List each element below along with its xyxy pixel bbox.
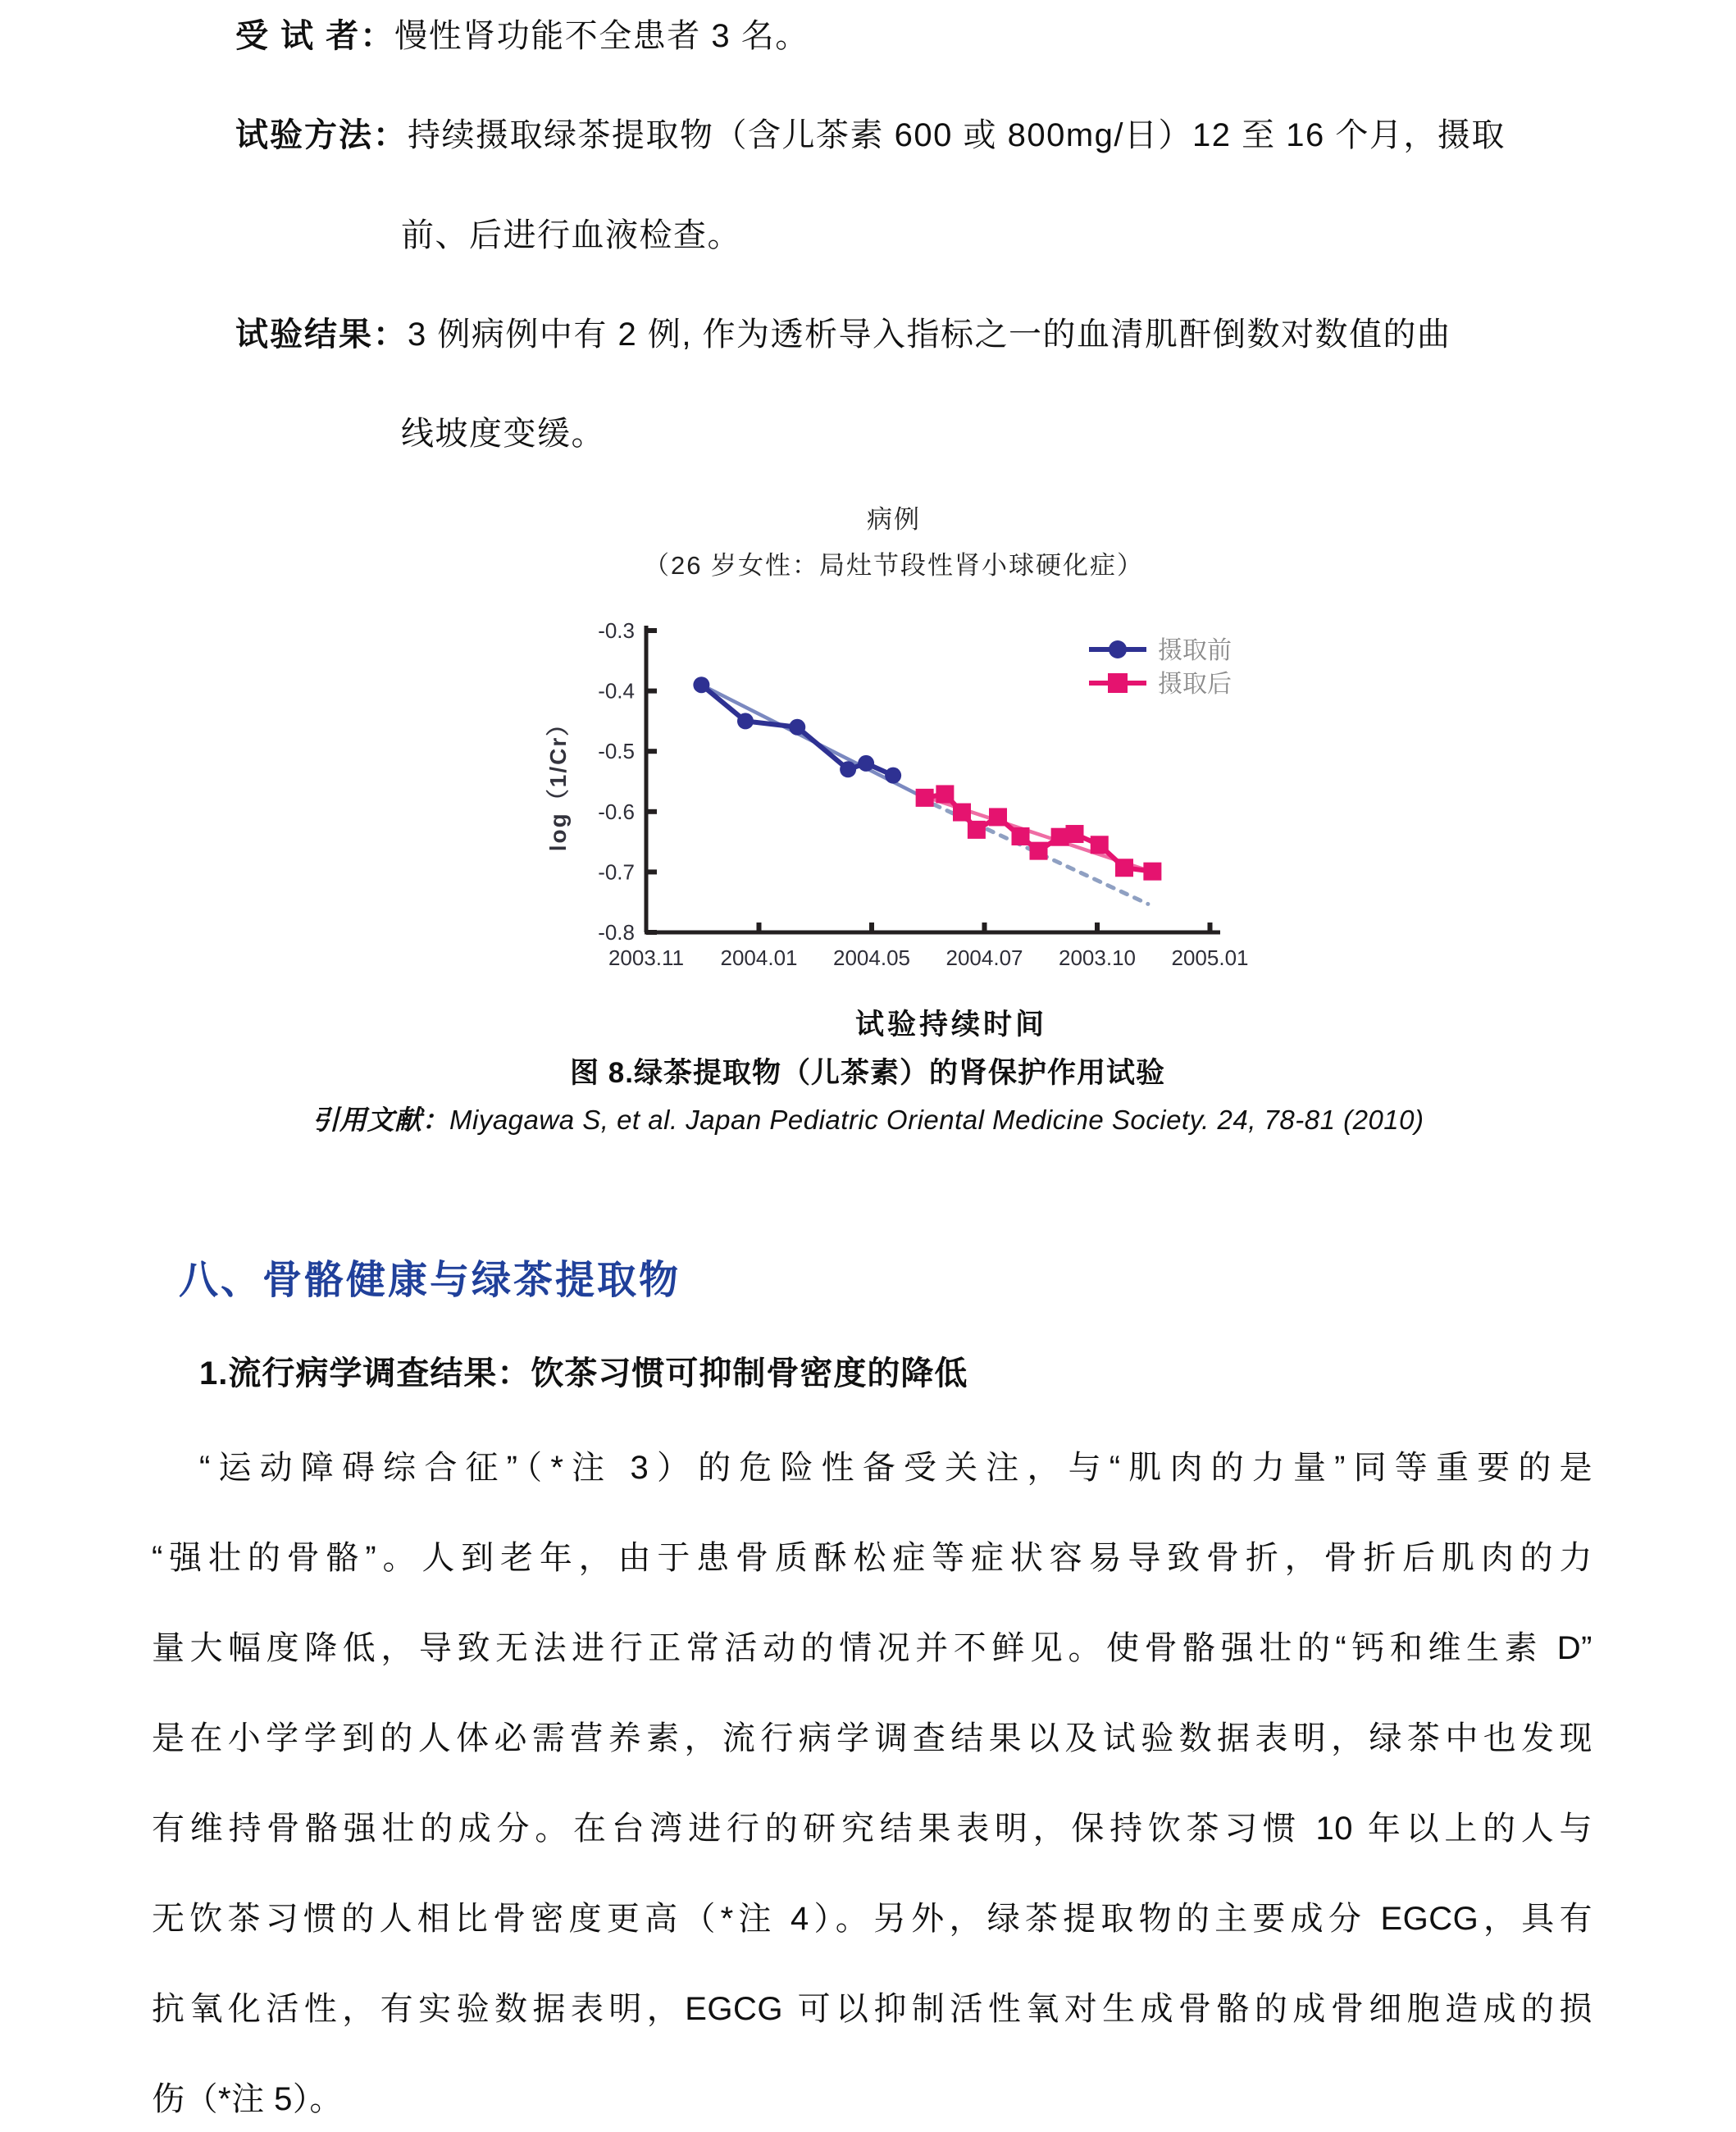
data-point-square: [936, 785, 954, 803]
y-tick-label: -0.3: [598, 618, 635, 643]
sub-heading: 1.流行病学调查结果：饮茶习惯可抑制骨密度的降低: [199, 1355, 968, 1392]
legend-marker-square: [1108, 673, 1128, 693]
paragraph-line: 伤（*注 5）。: [152, 2081, 343, 2117]
data-point-square: [1030, 842, 1048, 860]
data-point-square: [953, 804, 971, 822]
data-point-square: [1066, 825, 1084, 843]
data-point-square: [1012, 827, 1030, 845]
trial-result-line2: [401, 414, 605, 453]
paragraph-line: 有维持骨骼强壮的成分。在台湾进行的研究结果表明，保持饮茶习惯 10 年以上的人与: [152, 1811, 1592, 1847]
figure-caption: 图 8.绿茶提取物（儿茶素）的肾保护作用试验: [570, 1057, 1165, 1089]
legend-label: 摄取前: [1158, 637, 1232, 664]
data-point-square: [1091, 836, 1109, 854]
paragraph-line: “强壮的骨骼”。人到老年，由于患骨质酥松症等症状容易导致骨折，骨折后肌肉的力: [152, 1540, 1592, 1576]
trial-result-line1: [235, 315, 1451, 354]
citation-text: Miyagawa S, et al. Japan Pediatric Oriental Medicine Society. 24, 78-81 (2010): [449, 1105, 1424, 1135]
trial-result-text2: 线坡度变缓。: [401, 416, 605, 452]
figure-citation: [0, 1099, 1736, 1137]
trial-subject-line: [235, 16, 809, 56]
legend-label: 摄取后: [1158, 671, 1232, 698]
trial-method-line1: [235, 116, 1506, 155]
y-tick-label: -0.6: [598, 799, 635, 824]
y-tick-label: -0.4: [598, 678, 635, 704]
x-tick-label: 2003.10: [1059, 945, 1136, 970]
y-tick-label: -0.8: [598, 920, 635, 945]
x-tick-label: 2003.11: [608, 945, 685, 970]
paragraph-line: 是在小学学到的人体必需营养素，流行病学调查结果以及试验数据表明，绿茶中也发现: [152, 1720, 1592, 1756]
paragraph-line: “运动障碍综合征”（*注 3）的危险性备受关注，与“肌肉的力量”同等重要的是: [199, 1450, 1592, 1486]
y-axis-label: log（1/Cr）: [545, 711, 571, 852]
data-point-circle: [840, 761, 856, 777]
x-tick-label: 2004.07: [945, 945, 1023, 970]
citation-label: 引用文献：: [312, 1105, 449, 1135]
trial-method-label: 试验方法：: [235, 117, 408, 153]
data-point-square: [1143, 863, 1161, 881]
trial-method-line2: [401, 216, 741, 255]
paragraph-line: 抗氧化活性，有实验数据表明，EGCG 可以抑制活性氧对生成骨骼的成骨细胞造成的损: [152, 1991, 1592, 2027]
x-tick-label: 2004.01: [720, 945, 798, 970]
trial-subject-label: 受 试 者：: [235, 18, 395, 54]
data-point-circle: [693, 676, 709, 693]
data-point-square: [916, 789, 934, 807]
data-point-square: [968, 821, 986, 839]
figure-title: 病例: [867, 505, 921, 534]
trial-subject-text: 慢性肾功能不全患者 3 名。: [394, 18, 809, 54]
figure-subtitle: （26 岁女性：局灶节段性肾小球硬化症）: [643, 551, 1145, 580]
data-point-circle: [858, 755, 874, 772]
y-tick-label: -0.7: [598, 859, 635, 885]
y-tick-label: -0.5: [598, 739, 635, 764]
chart-x-axis-label: 试验持续时间: [854, 1009, 1047, 1041]
legend-marker-circle: [1109, 640, 1127, 658]
trial-method-text2: 前、后进行血液检查。: [401, 217, 741, 253]
trial-result-text1: 3 例病例中有 2 例, 作为透析导入指标之一的血清肌酐倒数对数值的曲: [408, 317, 1451, 353]
trial-result-label: 试验结果：: [235, 317, 408, 353]
data-point-square: [1115, 859, 1133, 877]
data-point-circle: [885, 768, 901, 784]
x-tick-label: 2004.05: [833, 945, 910, 970]
paragraph-line: 量大幅度降低，导致无法进行正常活动的情况并不鲜见。使骨骼强壮的“钙和维生素 D”: [152, 1630, 1592, 1666]
data-point-square: [989, 808, 1007, 826]
paragraph-line: 无饮茶习惯的人相比骨密度更高（*注 4）。另外，绿茶提取物的主要成分 EGCG，具有: [152, 1901, 1592, 1937]
section-heading: 八、骨骼健康与绿茶提取物: [179, 1259, 681, 1302]
data-point-circle: [737, 713, 754, 729]
x-tick-label: 2005.01: [1171, 945, 1249, 970]
kidney-function-line-chart: [525, 603, 1263, 996]
trial-method-text1: 持续摄取绿茶提取物（含儿茶素 600 或 800mg/日）12 至 16 个月，摄取: [408, 117, 1506, 153]
data-point-circle: [789, 719, 805, 736]
